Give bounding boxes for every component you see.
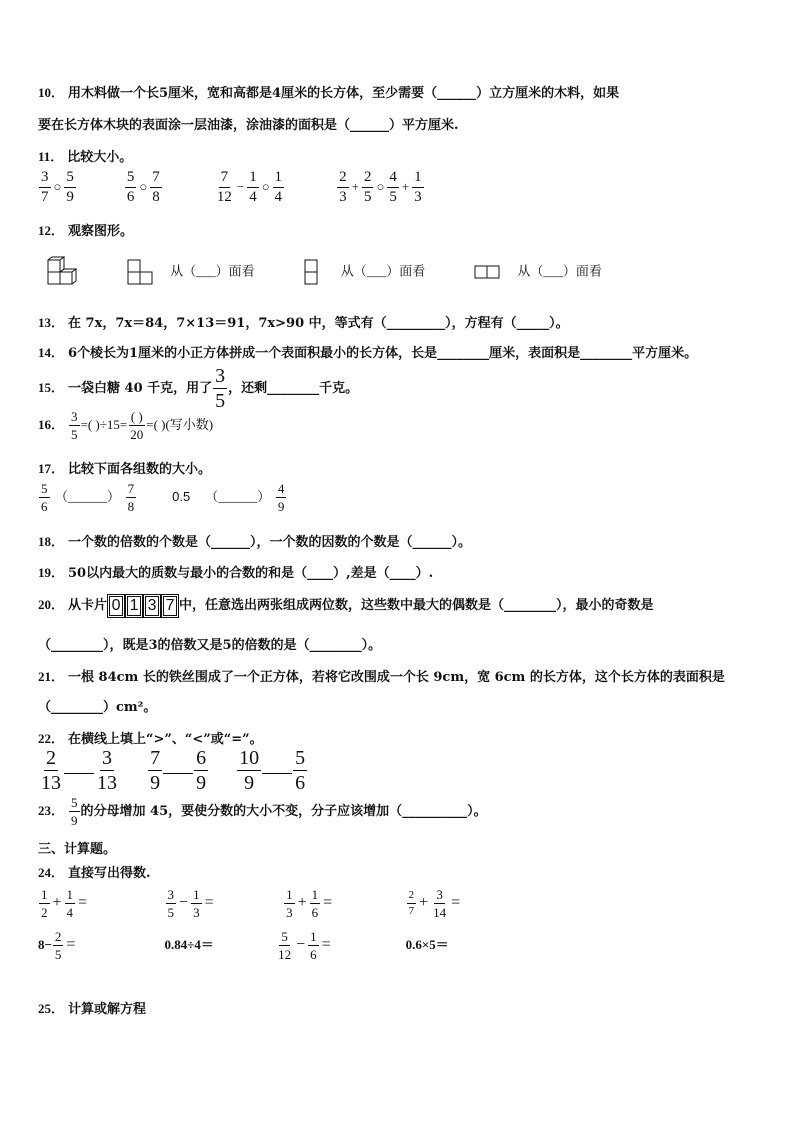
question-10-line2 xyxy=(38,114,459,133)
question-number: 24． xyxy=(38,865,65,880)
answer-line[interactable] xyxy=(262,773,292,774)
question-text: 用木料做一个长5厘米，宽和高都是4厘米的长方体，至少需要（______）立方厘米的木料，如果 xyxy=(68,86,620,101)
question-text: 50以内最大的质数与最小的合数的和是（____）,差是（____）. xyxy=(68,566,434,581)
compare-circle[interactable]: ○ xyxy=(376,179,385,194)
operator: + xyxy=(297,894,307,911)
answer-line[interactable] xyxy=(64,773,94,774)
operator: + xyxy=(419,894,429,911)
question-21 xyxy=(38,666,725,685)
equals-sign: = xyxy=(321,936,331,953)
view-label: 从（___）面看 xyxy=(517,263,602,279)
operator: − xyxy=(179,894,189,911)
question-number: 25． xyxy=(38,1001,65,1016)
view-shape-icon xyxy=(474,265,500,279)
question-text: 6个棱长为1厘米的小正方体拼成一个表面积最小的长方体，长是________厘米，表面积是________平方厘米。 xyxy=(68,346,698,361)
compare-row xyxy=(38,748,308,793)
fraction: $\frac{3}{5}$ xyxy=(167,887,175,920)
answer-blank[interactable]: （______） xyxy=(205,489,271,504)
number-card: 0 xyxy=(109,596,123,616)
number-card: 3 xyxy=(145,596,159,616)
question-number: 18． xyxy=(38,534,65,549)
question-text: 中，任意选出两张组成两位数，这些数中最大的偶数是（________），最小的奇数是 xyxy=(179,598,654,613)
question-23 xyxy=(38,796,487,827)
compare-row xyxy=(38,170,425,205)
fraction: $\frac{5}{9}$ xyxy=(71,795,78,828)
question-text: （________），既是3的倍数又是5的倍数的是（________）。 xyxy=(38,638,382,653)
fraction: $\frac{( )}{20}$ xyxy=(130,409,144,442)
question-number: 11． xyxy=(38,149,64,164)
calc-item xyxy=(38,888,160,919)
equals-sign: = xyxy=(66,936,76,953)
fraction: $\frac{2}{7}$ xyxy=(408,889,415,917)
equation-text: =( )(写小数) xyxy=(146,417,214,432)
question-text: （________）cm²。 xyxy=(38,700,157,715)
fraction: $\frac{1}{4}$ xyxy=(249,169,257,205)
fraction: $\frac{1}{6}$ xyxy=(310,929,317,962)
fraction: $\frac{1}{6}$ xyxy=(311,887,319,920)
fraction: $\frac{1}{2}$ xyxy=(41,887,48,920)
question-text: 一个数的倍数的个数是（______），一个数的因数的个数是（______）。 xyxy=(68,535,472,550)
question-text: 一袋白糖 40 千克，用了 xyxy=(68,381,213,396)
question-text: 从卡片 xyxy=(68,598,108,613)
calc-item xyxy=(283,888,401,919)
fraction: $\frac{1}{4}$ xyxy=(274,169,283,205)
calc-item: 0.6×5＝ xyxy=(405,937,449,952)
fraction: $\frac{5}{6}$ xyxy=(41,481,48,514)
question-number: 21． xyxy=(38,669,65,684)
fraction: $\frac{2}{5}$ xyxy=(363,169,372,205)
question-number: 10． xyxy=(38,85,65,100)
minus-sign: − xyxy=(236,179,245,194)
number-card: 1 xyxy=(127,596,141,616)
view-shape-icon xyxy=(304,259,318,285)
question-20-line2 xyxy=(38,634,381,653)
fraction: $\frac{10}{9}$ xyxy=(239,747,260,794)
view-row xyxy=(46,256,602,288)
compare-circle[interactable]: ○ xyxy=(261,179,270,194)
calc-item xyxy=(406,888,463,919)
question-22 xyxy=(38,728,263,747)
calc-item: $\frac{5}{12}$ − $\frac{1}{6}$ = xyxy=(278,929,331,962)
question-number: 19． xyxy=(38,565,65,580)
question-19 xyxy=(38,562,433,581)
calc-row-1 xyxy=(38,888,462,919)
section-heading xyxy=(38,838,116,857)
fraction: $\frac{6}{9}$ xyxy=(196,747,207,794)
number-card: 7 xyxy=(163,596,177,616)
question-11 xyxy=(38,146,132,165)
fraction: $\frac{4}{9}$ xyxy=(277,481,285,514)
question-number: 13． xyxy=(38,315,65,330)
question-12 xyxy=(38,220,133,239)
question-number: 22． xyxy=(38,731,65,746)
fraction: $\frac{5}{6}$ xyxy=(295,747,306,794)
plus-sign: + xyxy=(351,179,359,194)
fraction: $\frac{2}{3}$ xyxy=(339,169,347,205)
question-15 xyxy=(38,366,358,411)
question-number: 23． xyxy=(38,803,65,818)
question-number: 15． xyxy=(38,380,65,395)
question-13 xyxy=(38,312,569,331)
question-number: 16． xyxy=(38,417,65,432)
question-text: ，还剩________千克。 xyxy=(228,381,359,396)
question-number: 20． xyxy=(38,597,65,612)
compare-circle[interactable]: ○ xyxy=(139,179,148,194)
fraction: $\frac{7}{8}$ xyxy=(152,169,160,205)
question-title: 比较大小。 xyxy=(67,150,133,165)
fraction: $\frac{5}{6}$ xyxy=(126,169,135,205)
fraction: $\frac{3}{7}$ xyxy=(41,169,49,205)
fraction: $\frac{1}{3}$ xyxy=(414,169,422,205)
question-16 xyxy=(38,410,213,441)
cube-stack-icon xyxy=(46,256,78,288)
equals-sign: = xyxy=(204,894,214,911)
question-title: 直接写出得数. xyxy=(68,866,151,881)
question-text: 一根 84cm 长的铁丝围成了一个正方体，若将它改围成一个长 9cm，宽 6cm 的长方体，这个长方体的表面积是 xyxy=(68,670,725,685)
question-text: 的分母增加 45，要使分数的大小不变，分子应该增加（__________）。 xyxy=(80,804,487,819)
expression-text: 8− xyxy=(38,937,52,952)
question-25 xyxy=(38,998,146,1017)
calc-item xyxy=(38,930,160,961)
fraction: $\frac{2}{5}$ xyxy=(54,929,62,962)
fraction: $\frac{1}{4}$ xyxy=(66,887,74,920)
fraction: $\frac{7}{12}$ xyxy=(216,169,232,205)
equals-sign: = xyxy=(451,894,461,911)
equation-text: =( )÷15= xyxy=(80,417,128,432)
equals-sign: = xyxy=(323,894,333,911)
answer-line[interactable] xyxy=(163,773,193,774)
fraction: $\frac{3}{5}$ xyxy=(215,365,226,412)
calc-item: 0.84÷4＝ xyxy=(164,937,214,952)
question-title: 比较下面各组数的大小。 xyxy=(68,462,212,477)
question-number: 14． xyxy=(38,345,65,360)
calc-item xyxy=(165,888,279,919)
fraction: $\frac{7}{9}$ xyxy=(150,747,161,794)
question-20 xyxy=(38,594,654,616)
fraction: $\frac{5}{12}$ xyxy=(278,929,292,962)
calc-row-2 xyxy=(38,930,449,961)
plus-sign: + xyxy=(401,179,410,194)
question-text: 要在长方体木块的表面涂一层油漆，涂油漆的面积是（______）平方厘米. xyxy=(38,118,459,133)
question-21-line2 xyxy=(38,696,156,715)
question-14 xyxy=(38,342,697,361)
equals-sign: = xyxy=(78,894,88,911)
question-title: 在横线上填上“>”、“<”或“=”。 xyxy=(68,732,263,747)
view-shape-icon xyxy=(127,259,153,285)
operator: + xyxy=(52,894,62,911)
question-number: 12． xyxy=(38,223,65,238)
compare-row xyxy=(38,482,287,513)
question-title: 计算或解方程 xyxy=(68,1002,147,1017)
question-10 xyxy=(38,82,619,101)
fraction: $\frac{7}{8}$ xyxy=(127,481,135,514)
section-title: 三、计算题。 xyxy=(38,842,117,857)
question-24 xyxy=(38,862,151,881)
fraction: $\frac{5}{9}$ xyxy=(66,169,74,205)
fraction: $\frac{3}{14}$ xyxy=(433,887,447,920)
fraction: $\frac{3}{5}$ xyxy=(71,409,78,442)
answer-blank[interactable]: （______） xyxy=(55,489,121,504)
question-17 xyxy=(38,458,211,477)
question-18 xyxy=(38,531,471,550)
fraction: $\frac{1}{3}$ xyxy=(286,887,293,920)
question-number: 17． xyxy=(38,461,65,476)
view-label: 从（___）面看 xyxy=(340,263,426,279)
question-text: 在 7x，7x＝84，7×13＝91，7x>90 中，等式有（_________），方程有（_____）。 xyxy=(68,316,569,331)
fraction: $\frac{1}{3}$ xyxy=(193,887,200,920)
view-label: 从（___）面看 xyxy=(170,263,255,279)
decimal-value: 0.5 xyxy=(172,489,191,504)
fraction: $\frac{4}{5}$ xyxy=(389,169,397,205)
question-title: 观察图形。 xyxy=(68,224,134,239)
compare-circle[interactable]: ○ xyxy=(53,179,62,194)
fraction: $\frac{3}{13}$ xyxy=(97,747,117,794)
fraction: $\frac{2}{13}$ xyxy=(41,747,61,794)
